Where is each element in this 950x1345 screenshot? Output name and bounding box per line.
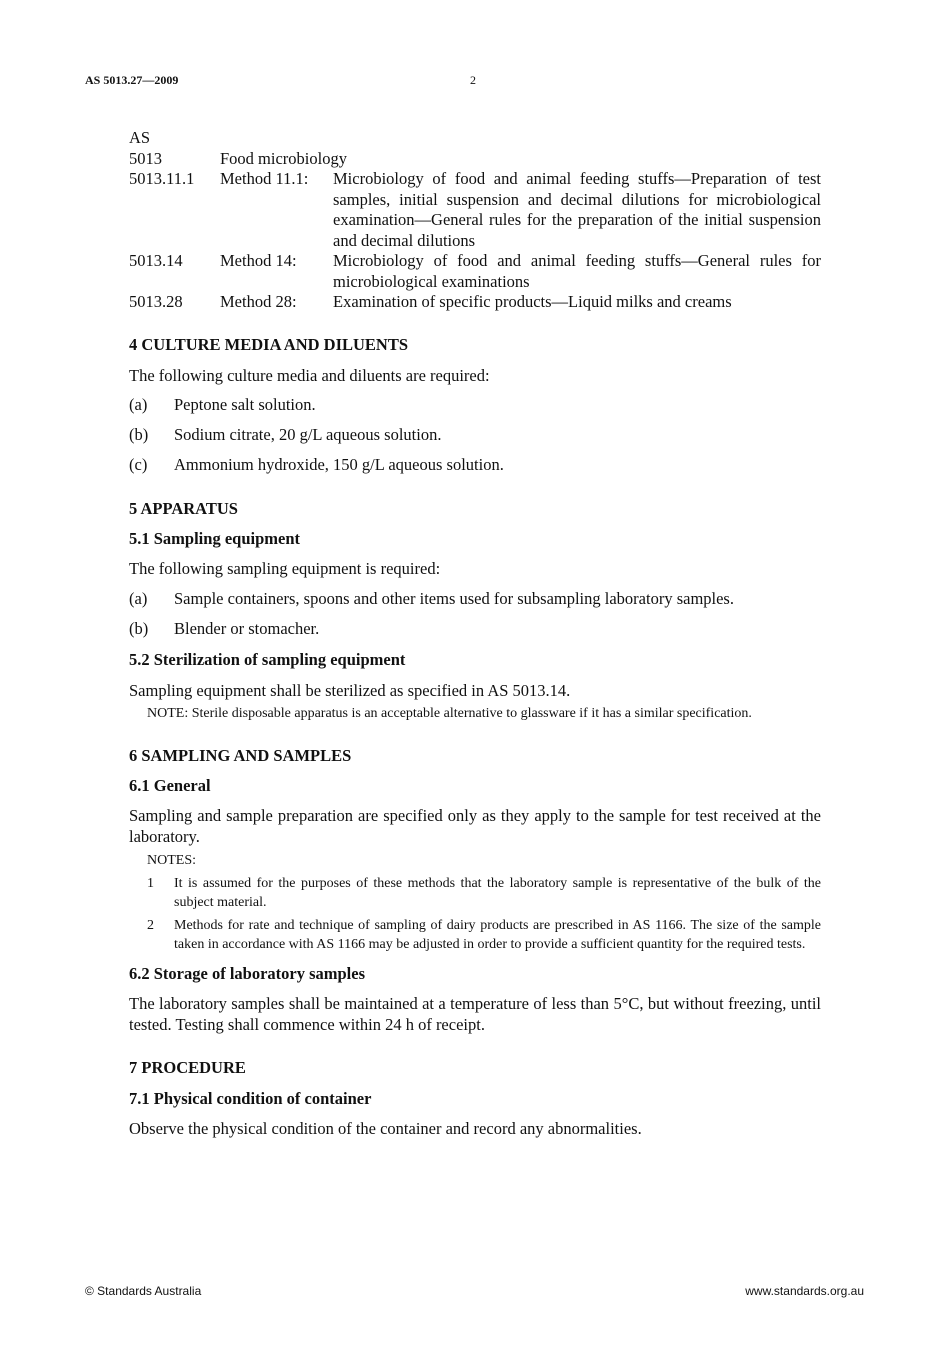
page-content: [129, 128, 821, 1140]
subsection-5-1-intro: The following sampling equipment is required:: [129, 558, 441, 578]
subsection-6-2-text: The laboratory samples shall be maintained at a temperature of less than 5°C, but without freezing, until tested. Testing shall commence within 24 h of receipt.: [129, 994, 821, 1034]
list-item: [129, 455, 821, 476]
reference-row: [129, 149, 821, 170]
section-7-heading: 7 PROCEDURE: [129, 1058, 246, 1077]
reference-number: 5013.11.1: [129, 169, 195, 188]
reference-title: Microbiology of food and animal feeding stuffs—Preparation of test samples, initial suspension and decimal dilutions for microbiological examination—General rules for the preparation of the initial suspension and decimal dilutions: [333, 169, 821, 250]
note-number: 1: [147, 876, 154, 891]
note-item: [147, 874, 821, 912]
subsection-5-2-text: Sampling equipment shall be sterilized as specified in AS 5013.14.: [129, 680, 571, 700]
subsection-7-1-heading: 7.1 Physical condition of container: [129, 1089, 372, 1108]
footer-copyright: © Standards Australia: [85, 1284, 202, 1298]
reference-title: Examination of specific products—Liquid milks and creams: [333, 292, 732, 311]
note: NOTE: Sterile disposable apparatus is an acceptable alternative to glassware if it has a similar specification.: [147, 706, 752, 721]
document-designation: AS 5013.27—2009: [85, 73, 179, 87]
section-6-heading: 6 SAMPLING AND SAMPLES: [129, 746, 352, 765]
subsection-6-1-heading: 6.1 General: [129, 776, 211, 795]
notes-label: NOTES:: [147, 853, 196, 868]
list-item: [129, 395, 821, 416]
notes-list: [147, 874, 821, 954]
list-item-text: Ammonium hydroxide, 150 g/L aqueous solution.: [174, 455, 504, 474]
list-item: [129, 619, 821, 640]
list-item-text: Sample containers, spoons and other items used for subsampling laboratory samples.: [174, 589, 734, 608]
section-4-intro: The following culture media and diluents are required:: [129, 365, 490, 385]
list-item: [129, 589, 821, 610]
references-table: [129, 149, 821, 313]
note-text: Methods for rate and technique of sampling of dairy products are prescribed in AS 1166. The size of the sample taken in accordance with AS 1166 may be adjusted in order to provide a sufficient quantity for the required tests.: [174, 918, 821, 952]
list-item-text: Peptone salt solution.: [174, 395, 316, 414]
reference-method: Method 11.1:: [220, 169, 309, 188]
list-item-label: (c): [129, 455, 148, 474]
reference-number: 5013.28: [129, 292, 183, 311]
page-number: 2: [470, 73, 476, 87]
list-item-text: Sodium citrate, 20 g/L aqueous solution.: [174, 425, 442, 444]
list-item-label: (a): [129, 589, 148, 608]
subsection-5-2-heading: 5.2 Sterilization of sampling equipment: [129, 649, 406, 669]
reference-method: Method 14:: [220, 251, 297, 270]
reference-row: [129, 251, 821, 292]
subsection-7-1-text: Observe the physical condition of the container and record any abnormalities.: [129, 1119, 642, 1138]
subsection-6-2-heading: 6.2 Storage of laboratory samples: [129, 964, 366, 983]
reference-method: Method 28:: [220, 292, 297, 311]
note-text: It is assumed for the purposes of these methods that the laboratory sample is representative of the bulk of the subject material.: [174, 876, 821, 910]
reference-number: 5013.14: [129, 251, 183, 270]
reference-row: [129, 292, 821, 313]
note-item: [147, 916, 821, 954]
reference-title: Microbiology of food and animal feeding stuffs—General rules for microbiological examinations: [333, 251, 821, 291]
reference-number: 5013: [129, 148, 162, 168]
list-item-label: (b): [129, 619, 149, 638]
list-item: [129, 425, 821, 446]
section-5-heading: 5 APPARATUS: [129, 498, 238, 518]
footer-website: www.standards.org.au: [745, 1284, 864, 1298]
subsection-6-1-text: Sampling and sample preparation are specified only as they apply to the sample for test received at the laboratory.: [129, 806, 821, 846]
reference-row: [129, 169, 821, 251]
section-4-heading: 4 CULTURE MEDIA AND DILUENTS: [129, 334, 409, 354]
reference-method: Food microbiology: [220, 148, 347, 168]
note-number: 2: [147, 918, 154, 933]
list-item-text: Blender or stomacher.: [174, 619, 320, 638]
list-item-label: (b): [129, 425, 149, 444]
references-heading: AS: [129, 128, 151, 147]
subsection-5-1-heading: 5.1 Sampling equipment: [129, 528, 300, 548]
list-item-label: (a): [129, 395, 148, 414]
